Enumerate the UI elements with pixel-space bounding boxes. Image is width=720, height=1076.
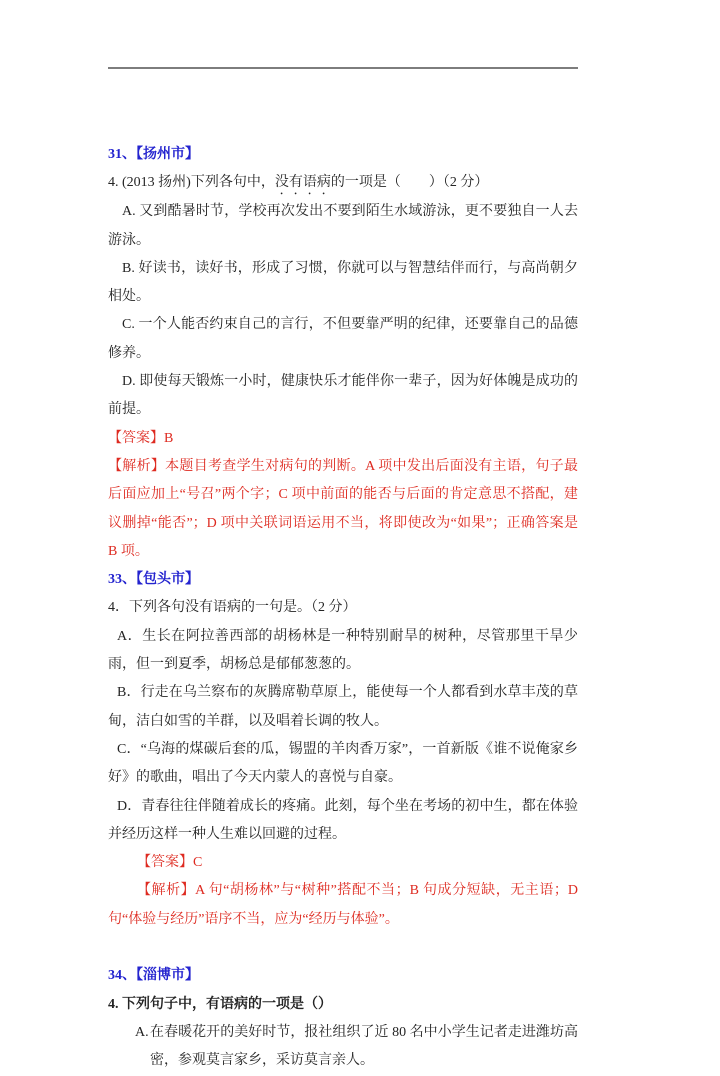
question-text: 4. 下列句子中，有语病的一项是（）: [108, 996, 332, 1012]
option-a: [108, 1019, 578, 1076]
section-heading: 33、【包头市】: [108, 572, 199, 588]
option-c: C．“乌海的煤碳后套的瓜，锡盟的羊肉香万家”，一首新版《谁不说俺家乡好》的歌曲，唱出了今天内蒙人的喜悦与自豪。: [108, 741, 578, 786]
header-divider: [108, 67, 578, 69]
option-b: B. 好读书，读好书，形成了习惯，你就可以与智慧结伴而行，与高尚朝夕相处。: [108, 260, 578, 305]
option-marker: A.: [135, 1024, 149, 1040]
section-baotou: [108, 566, 578, 934]
question-text: 4．下列各句没有语病的一句是。（2 分）: [108, 600, 357, 616]
analysis-text: 【解析】本题目考查学生对病句的判断。A 项中发出后面没有主语，句子最后面应加上“号召”两个字；C 项中前面的能否与后面的肯定意思不搭配，建议删掉“能否”；D 项中关联词语运用不当，将即使改为“如果”；正确答案是 B 项。: [108, 458, 578, 559]
question-suffix: 的一项是（ ）（2 分）: [330, 175, 489, 191]
option-d: D. 即使每天锻炼一小时，健康快乐才能伴你一辈子，因为好体魄是成功的前提。: [108, 374, 578, 418]
option-a: A．生长在阿拉善西部的胡杨林是一种特别耐旱的树种，尽管那里干旱少雨，但一到夏季，胡杨总是郁郁葱葱的。: [108, 628, 578, 673]
question-text: [108, 169, 578, 198]
section-heading: 34、【淄博市】: [108, 968, 199, 984]
analysis-text: 【解析】A 句“胡杨林”与“树种”搭配不当；B 句成分短缺，无主语；D 句“体验与经历”语序不当，应为“经历与体验”。: [108, 883, 578, 927]
answer-line: 【答案】C: [137, 855, 203, 871]
option-d: D．青春往往伴随着成长的疼痛。此刻，每个坐在考场的初中生，都在体验并经历这样一种人生难以回避的过程。: [108, 798, 578, 842]
option-b: B．行走在乌兰察布的灰腾席勒草原上，能使每一个人都看到水草丰茂的草甸，洁白如雪的羊群，以及唱着长调的牧人。: [108, 685, 578, 729]
document-content: [108, 141, 578, 1076]
section-yangzhou: [108, 141, 578, 566]
section-zibo: [108, 962, 578, 1075]
option-text: 在春暖花开的美好时节，报社组织了近 80 名中小学生记者走进潍坊高密，参观莫言家乡，采访莫言亲人。: [150, 1024, 578, 1069]
question-emphasized-term: 没有语病: [274, 175, 331, 191]
section-heading: 31、【扬州市】: [108, 147, 199, 162]
answer-line: 【答案】B: [108, 430, 174, 446]
option-a: A. 又到酷暑时节，学校再次发出不要到陌生水域游泳，更不要独自一人去游泳。: [108, 204, 578, 248]
question-prefix: 4. (2013 扬州)下列各句中，: [108, 175, 275, 191]
option-c: C. 一个人能否约束自己的言行，不但要靠严明的纪律，还要靠自己的品德修养。: [108, 317, 578, 361]
